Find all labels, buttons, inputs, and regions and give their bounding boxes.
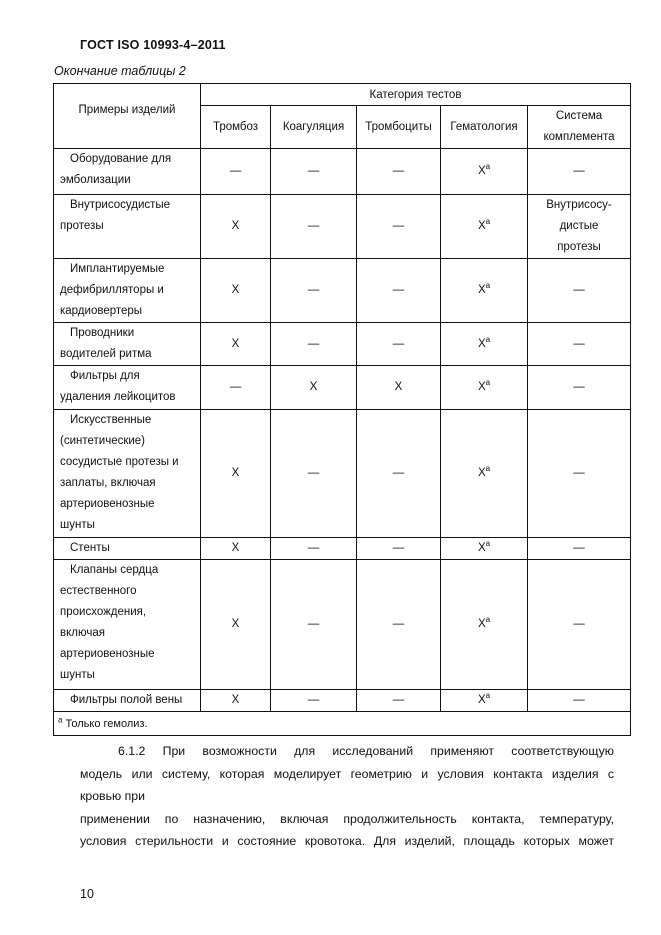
device-name-line: кардиовертеры	[60, 305, 143, 317]
mark-x: X	[477, 220, 486, 232]
category-cell	[357, 690, 441, 712]
mark-dash: —	[392, 337, 405, 350]
header-text-line: Система	[555, 110, 603, 122]
category-cell	[201, 538, 271, 560]
category-cell	[357, 323, 441, 366]
category-cell	[357, 195, 441, 259]
cell-text-line: протезы	[557, 241, 601, 253]
device-name	[54, 560, 201, 690]
device-name-line: эмболизации	[60, 174, 131, 186]
mark-x: X	[477, 284, 486, 296]
footnote-marker: a	[485, 691, 491, 701]
device-name-line: артериовенозные	[60, 498, 155, 510]
category-cell	[201, 366, 271, 410]
column-header-devices: Примеры изделий	[54, 84, 201, 149]
device-name-line: сосудистые протезы и	[60, 456, 179, 468]
mark-x: X	[477, 165, 486, 177]
mark-dash: —	[307, 542, 320, 554]
category-cell	[201, 410, 271, 538]
mark-dash: —	[307, 337, 320, 350]
device-name	[54, 690, 201, 712]
table-row	[54, 259, 631, 323]
category-cell	[271, 149, 357, 195]
device-name-line: водителей ритма	[60, 348, 152, 360]
device-name	[54, 410, 201, 538]
mark-dash: —	[392, 618, 405, 630]
device-name	[54, 259, 201, 323]
category-cell	[357, 410, 441, 538]
footnote-marker: a	[485, 281, 491, 291]
category-cell	[271, 410, 357, 538]
category-cell	[271, 323, 357, 366]
mark-dash: —	[307, 618, 320, 630]
cell-text-line: Внутрисосу-	[546, 199, 612, 211]
device-name-line: шунты	[60, 519, 95, 531]
footnote-marker: a	[485, 539, 491, 549]
table-caption: Окончание таблицы 2	[54, 64, 186, 78]
device-name	[54, 538, 201, 560]
table-row	[54, 195, 631, 259]
mark-x: X	[231, 542, 240, 554]
column-header-platelets: Тромбоциты	[357, 106, 441, 149]
device-name-line: артериовенозные	[60, 648, 155, 660]
mark-dash: —	[392, 165, 405, 177]
category-cell	[201, 690, 271, 712]
mark-x: X	[231, 694, 240, 706]
device-name-line: заплаты, включая	[60, 477, 156, 489]
device-name-line: шунты	[60, 669, 95, 681]
table-row	[54, 410, 631, 538]
mark-x: X	[477, 542, 486, 554]
mark-x: X	[231, 337, 240, 350]
device-name-line: Клапаны сердца	[70, 564, 159, 576]
device-name-line: Фильтры полой вены	[70, 694, 183, 706]
mark-x: X	[477, 467, 486, 479]
footnote-marker: a	[485, 464, 491, 474]
category-cell	[271, 560, 357, 690]
mark-dash: —	[392, 220, 405, 232]
mark-dash: —	[573, 542, 585, 554]
mark-dash: —	[573, 618, 585, 630]
mark-x: X	[231, 467, 240, 479]
paragraph-line: 6.1.2 При возможности для исследований применяют соответствующую	[118, 744, 614, 758]
table-footnote	[54, 712, 631, 736]
device-name-line: происхождения,	[60, 606, 147, 618]
column-group-header: Категория тестов	[201, 84, 631, 106]
mark-x: X	[477, 381, 486, 393]
mark-x: X	[231, 618, 240, 630]
category-cell	[271, 538, 357, 560]
mark-x: X	[477, 694, 486, 706]
mark-dash: —	[307, 694, 320, 706]
column-header-thrombosis: Тромбоз	[201, 106, 271, 149]
category-cell	[271, 195, 357, 259]
table-row	[54, 323, 631, 366]
category-cell	[441, 690, 528, 712]
mark-x: X	[477, 618, 486, 630]
mark-x: X	[231, 284, 240, 296]
device-name-line: Имплантируемые	[70, 263, 165, 275]
category-cell	[528, 149, 631, 195]
category-cell	[271, 366, 357, 410]
test-category-table	[53, 83, 631, 736]
mark-x: X	[309, 381, 318, 393]
device-name-line: включая	[60, 627, 105, 639]
category-cell	[357, 259, 441, 323]
mark-dash: —	[307, 165, 320, 177]
category-cell	[201, 323, 271, 366]
footnote-marker: a	[485, 615, 491, 625]
category-cell	[357, 538, 441, 560]
device-name	[54, 195, 201, 259]
device-name-line: Фильтры для	[70, 370, 140, 382]
paragraph-line: применении по назначению, включая продолжительность контакта, температуру,	[80, 811, 614, 826]
device-name-line: Искусственные	[70, 414, 152, 426]
footnote-marker: a	[485, 334, 491, 344]
category-cell	[441, 323, 528, 366]
paragraph-line: кровью при	[80, 789, 146, 803]
category-cell	[201, 149, 271, 195]
category-cell	[528, 195, 631, 259]
table-row	[54, 538, 631, 560]
category-cell	[441, 560, 528, 690]
mark-x: X	[477, 337, 486, 350]
category-cell	[528, 366, 631, 410]
mark-dash: —	[573, 467, 585, 479]
category-cell	[357, 149, 441, 195]
mark-dash: —	[307, 467, 320, 479]
footnote-marker: a	[485, 162, 491, 172]
page-number: 10	[80, 887, 94, 901]
category-cell	[528, 410, 631, 538]
category-cell	[441, 366, 528, 410]
category-cell	[357, 560, 441, 690]
table-row	[54, 149, 631, 195]
mark-dash: —	[392, 542, 405, 554]
category-cell	[201, 195, 271, 259]
paragraph-line: условия стерильности и состояние кровотока. Для изделий, площадь которых может	[80, 834, 614, 848]
table-row	[54, 366, 631, 410]
device-name	[54, 323, 201, 366]
mark-dash: —	[392, 284, 405, 296]
column-header-hematology: Гематология	[441, 106, 528, 149]
device-name-line: дефибрилляторы и	[60, 284, 164, 296]
footnote-marker: a	[485, 378, 491, 388]
device-name-line: удаления лейкоцитов	[60, 391, 176, 403]
document-code: ГОСТ ISO 10993-4–2011	[80, 38, 226, 52]
paragraph-line: модель или систему, которая моделирует геометрию и условия контакта изделия с	[80, 766, 614, 781]
mark-dash: —	[229, 165, 242, 177]
category-cell	[441, 259, 528, 323]
category-cell	[528, 690, 631, 712]
category-cell	[528, 323, 631, 366]
device-name	[54, 149, 201, 195]
category-cell	[271, 690, 357, 712]
footnote-marker: a	[485, 217, 491, 227]
mark-dash: —	[573, 694, 585, 706]
device-name-line: естественного	[60, 585, 137, 597]
device-name-line: Внутрисосудистые	[70, 199, 171, 211]
mark-dash: —	[307, 284, 320, 296]
column-header-coagulation: Коагуляция	[271, 106, 357, 149]
footnote-marker: a	[58, 714, 63, 724]
device-name-line: протезы	[60, 220, 104, 232]
category-cell	[441, 410, 528, 538]
category-cell	[201, 259, 271, 323]
category-cell	[441, 149, 528, 195]
header-text-line: комплемента	[543, 131, 615, 143]
device-name-line: Проводники	[70, 327, 135, 339]
mark-dash: —	[229, 381, 242, 393]
category-cell	[271, 259, 357, 323]
mark-dash: —	[573, 284, 585, 296]
column-header-complement	[528, 106, 631, 149]
mark-x: X	[394, 381, 403, 393]
category-cell	[201, 560, 271, 690]
category-cell	[528, 259, 631, 323]
device-name-line: Оборудование для	[70, 153, 172, 165]
device-name-line: Стенты	[70, 542, 110, 554]
device-name-line: (синтетические)	[60, 435, 146, 447]
mark-dash: —	[307, 220, 320, 232]
mark-x: X	[231, 220, 240, 232]
mark-dash: —	[573, 381, 585, 393]
mark-dash: —	[573, 337, 585, 350]
body-paragraph	[80, 740, 614, 853]
category-cell	[441, 195, 528, 259]
footnote-text: Только гемолиз.	[62, 717, 148, 730]
table-row	[54, 560, 631, 690]
table-row	[54, 690, 631, 712]
category-cell	[441, 538, 528, 560]
category-cell	[357, 366, 441, 410]
mark-dash: —	[573, 165, 585, 177]
mark-dash: —	[392, 694, 405, 706]
category-cell	[528, 560, 631, 690]
mark-dash: —	[392, 467, 405, 479]
category-cell	[528, 538, 631, 560]
cell-text-line: дистые	[559, 220, 599, 232]
device-name	[54, 366, 201, 410]
